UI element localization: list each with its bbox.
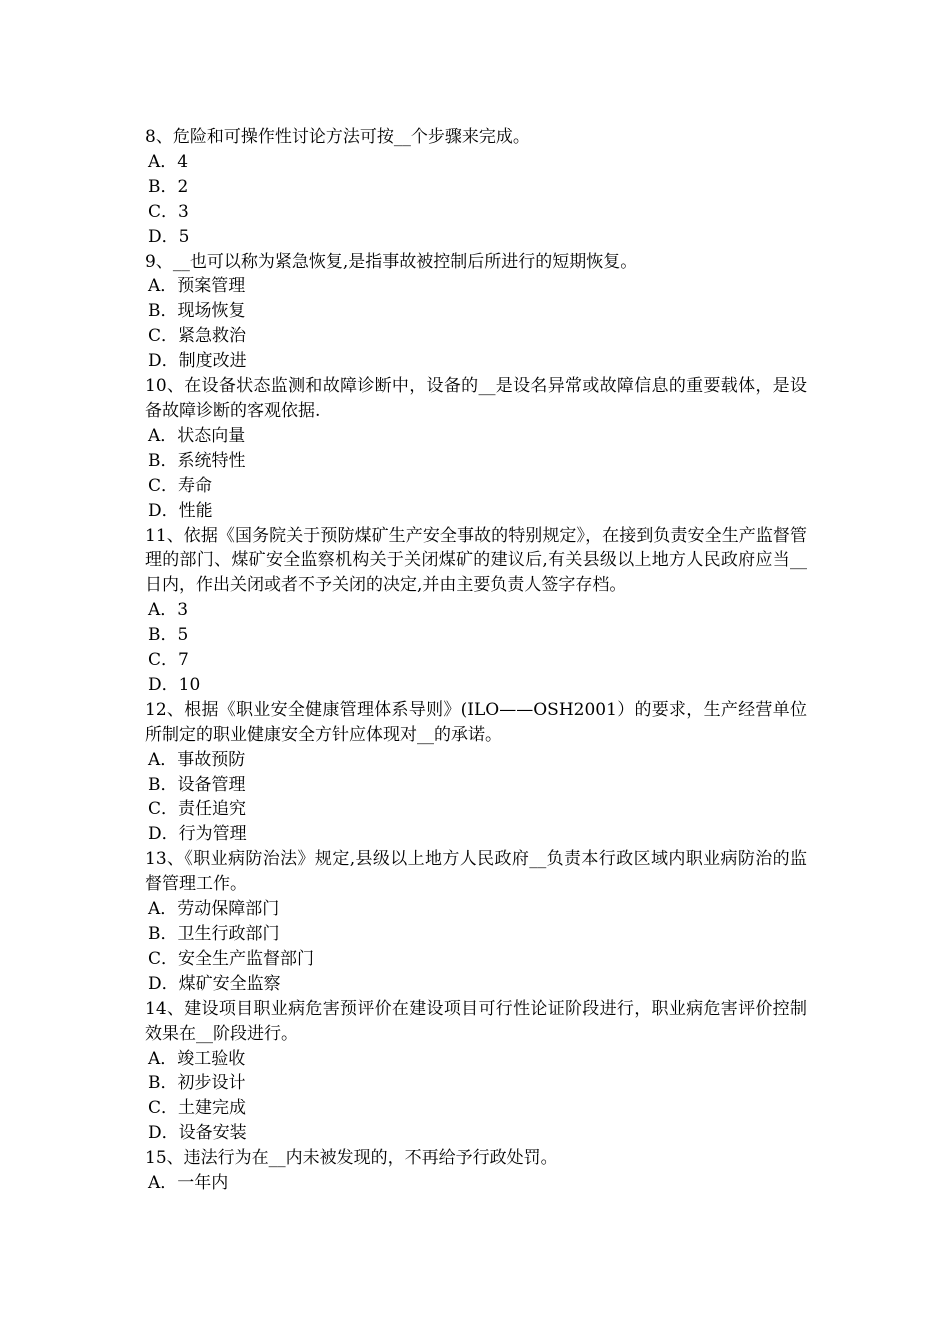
answer-option: A．状态向量 — [148, 425, 246, 446]
question-text: 13、《职业病防治法》规定,县级以上地方人民政府__负责本行政区域内职业病防治的监督管理工作。 — [145, 849, 807, 895]
question-block — [145, 524, 807, 698]
answer-option: C．安全生产监督部门 — [148, 948, 315, 969]
answer-option: B．卫生行政部门 — [148, 924, 280, 944]
question-text: 8、危险和可操作性讨论方法可按__个步骤来完成。 — [145, 127, 530, 147]
answer-option: D．制度改进 — [148, 351, 247, 372]
answer-option: A．3 — [148, 600, 189, 621]
answer-option: D．煤矿安全监察 — [148, 973, 281, 994]
question-block — [145, 125, 807, 250]
question-block — [145, 250, 807, 375]
answer-option: D．10 — [148, 674, 201, 695]
question-text: 9、__也可以称为紧急恢复,是指事故被控制后所进行的短期恢复。 — [145, 251, 638, 272]
answer-option: D．性能 — [148, 500, 213, 521]
answer-option: C．紧急救治 — [148, 326, 247, 347]
question-text: 11、依据《国务院关于预防煤矿生产安全事故的特别规定》，在接到负责安全生产监督管理的部门、煤矿安全监察机构关于关闭煤矿的建议后,有关县级以上地方人民政府应当__日内，作出关闭或者不予关闭的决定,并由主要负责人签字存档。 — [145, 525, 807, 596]
question-text: 14、建设项目职业病危害预评价在建设项目可行性论证阶段进行，职业病危害评价控制效果在__阶段进行。 — [145, 998, 807, 1044]
answer-option: D．行为管理 — [148, 824, 247, 845]
question-text: 12、根据《职业安全健康管理体系导则》(ILO——OSH2001）的要求，生产经营单位所制定的职业健康安全方针应体现对__的承诺。 — [145, 699, 807, 745]
answer-option: C．寿命 — [148, 475, 213, 496]
question-block — [145, 1146, 807, 1196]
answer-option: B．5 — [148, 625, 189, 646]
question-text: 15、违法行为在__内未被发现的，不再给予行政处罚。 — [145, 1148, 558, 1169]
answer-option: A．4 — [148, 151, 189, 172]
answer-option: B．系统特性 — [148, 450, 246, 471]
question-text: 10、在设备状态监测和故障诊断中，设备的__是设名异常或故障信息的重要载体，是设备故障诊断的客观依据. — [145, 376, 807, 421]
answer-option: C．3 — [148, 201, 189, 222]
answer-option: C．责任追究 — [148, 799, 247, 820]
answer-option: A．劳动保障部门 — [148, 899, 280, 920]
question-block — [145, 847, 807, 996]
question-block — [145, 997, 807, 1146]
document-page — [145, 125, 807, 1196]
answer-option: A．预案管理 — [148, 276, 246, 297]
question-block — [145, 698, 807, 847]
answer-option: A．一年内 — [148, 1173, 229, 1194]
answer-option: D．设备安装 — [148, 1123, 247, 1144]
answer-option: A．竣工验收 — [148, 1048, 246, 1069]
answer-option: A．事故预防 — [148, 749, 246, 770]
answer-option: C．土建完成 — [148, 1098, 247, 1119]
answer-option: B．2 — [148, 176, 189, 197]
question-block — [145, 374, 807, 523]
answer-option: C．7 — [148, 650, 189, 671]
answer-option: D．5 — [148, 226, 190, 247]
answer-option: B．现场恢复 — [148, 301, 246, 322]
answer-option: B．初步设计 — [148, 1073, 246, 1094]
answer-option: B．设备管理 — [148, 774, 246, 795]
